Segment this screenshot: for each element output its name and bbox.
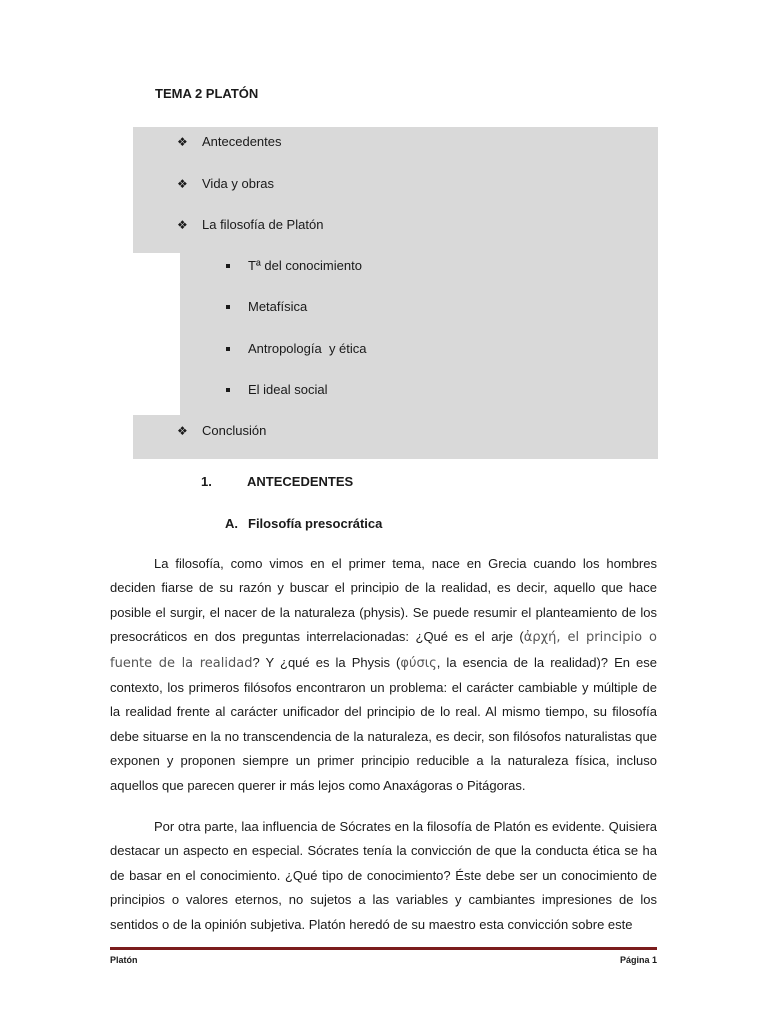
outline-subitem-ideal-social: El ideal social: [248, 382, 328, 397]
diamond-bullet-icon: ❖: [177, 177, 188, 191]
square-bullet-icon: [226, 388, 230, 392]
subsection-letter: A.: [225, 516, 238, 531]
paragraph-socrates: [110, 815, 657, 937]
outline-subitem-conocimiento: Tª del conocimiento: [248, 258, 362, 273]
footer-title: Platón: [110, 955, 138, 965]
outline-item-antecedentes: Antecedentes: [202, 134, 282, 149]
square-bullet-icon: [226, 264, 230, 268]
greek-text: ἀρχή, el principio o fuente de la realidad: [110, 630, 658, 671]
outline-subitem-antropologia: Antropología y ética: [248, 341, 367, 356]
paragraph-text: , la esencia de la realidad)? En ese contexto, los primeros filósofos encontraron un problema: el carácter cambiable y múltiple de la realidad frente al carácter unificador del principio de lo real. Al mismo tiempo, su filosofía debe situarse en la no transcendencia de la naturaleza, es decir, son filósofos naturalistas que exponen y proponen siempre un primer principio reducible a la naturaleza física, incluso aquellos que parecen querer ir más lejos como Anaxágoras o Pitágoras.: [110, 654, 657, 793]
paragraph-text: Por otra parte, laa influencia de Sócrates en la filosofía de Platón es evidente. Quisiera destacar un aspecto en especial. Sócrates tenía la convicción de que la conducta ética se ha de basar en el conocimiento. ¿Qué tipo de conocimiento? Éste debe ser un conocimiento de principios o valores eternos, no sujetos a las variables y cambiantes impresiones de los sentidos o de la opinión subjetiva. Platón heredó de su maestro esta convicción sobre este: [110, 819, 657, 932]
outline-subitem-metafisica: Metafísica: [248, 299, 308, 314]
diamond-bullet-icon: ❖: [177, 135, 188, 149]
outline-item-vida-obras: Vida y obras: [202, 176, 275, 191]
paragraph-text: ? Y ¿qué es la Physis (: [252, 654, 401, 670]
section-number: 1.: [201, 474, 212, 489]
page-title: TEMA 2 PLATÓN: [155, 86, 259, 101]
square-bullet-icon: [226, 305, 230, 309]
greek-text: φύσις: [400, 655, 437, 671]
subsection-heading: Filosofía presocrática: [248, 516, 383, 531]
square-bullet-icon: [226, 347, 230, 351]
outline-item-conclusion: Conclusión: [202, 423, 267, 438]
paragraph-presocratics: [110, 552, 657, 798]
outline-item-filosofia-platon: La filosofía de Platón: [202, 217, 324, 232]
paragraph-text: La filosofía, como vimos en el primer tema, nace en Grecia cuando los hombres deciden fiarse de su razón y buscar el principio de la realidad, es decir, aquello que hace posible el surgir, el nacer de la naturaleza (physis). Se puede resumir el planteamiento de los presocráticos en dos preguntas interrelacionadas: ¿Qué es el arje (: [110, 556, 657, 645]
page-number: Página 1: [619, 955, 657, 965]
footer-divider: [110, 947, 657, 950]
diamond-bullet-icon: ❖: [177, 218, 188, 232]
diamond-bullet-icon: ❖: [177, 424, 188, 438]
section-heading: ANTECEDENTES: [247, 474, 354, 489]
